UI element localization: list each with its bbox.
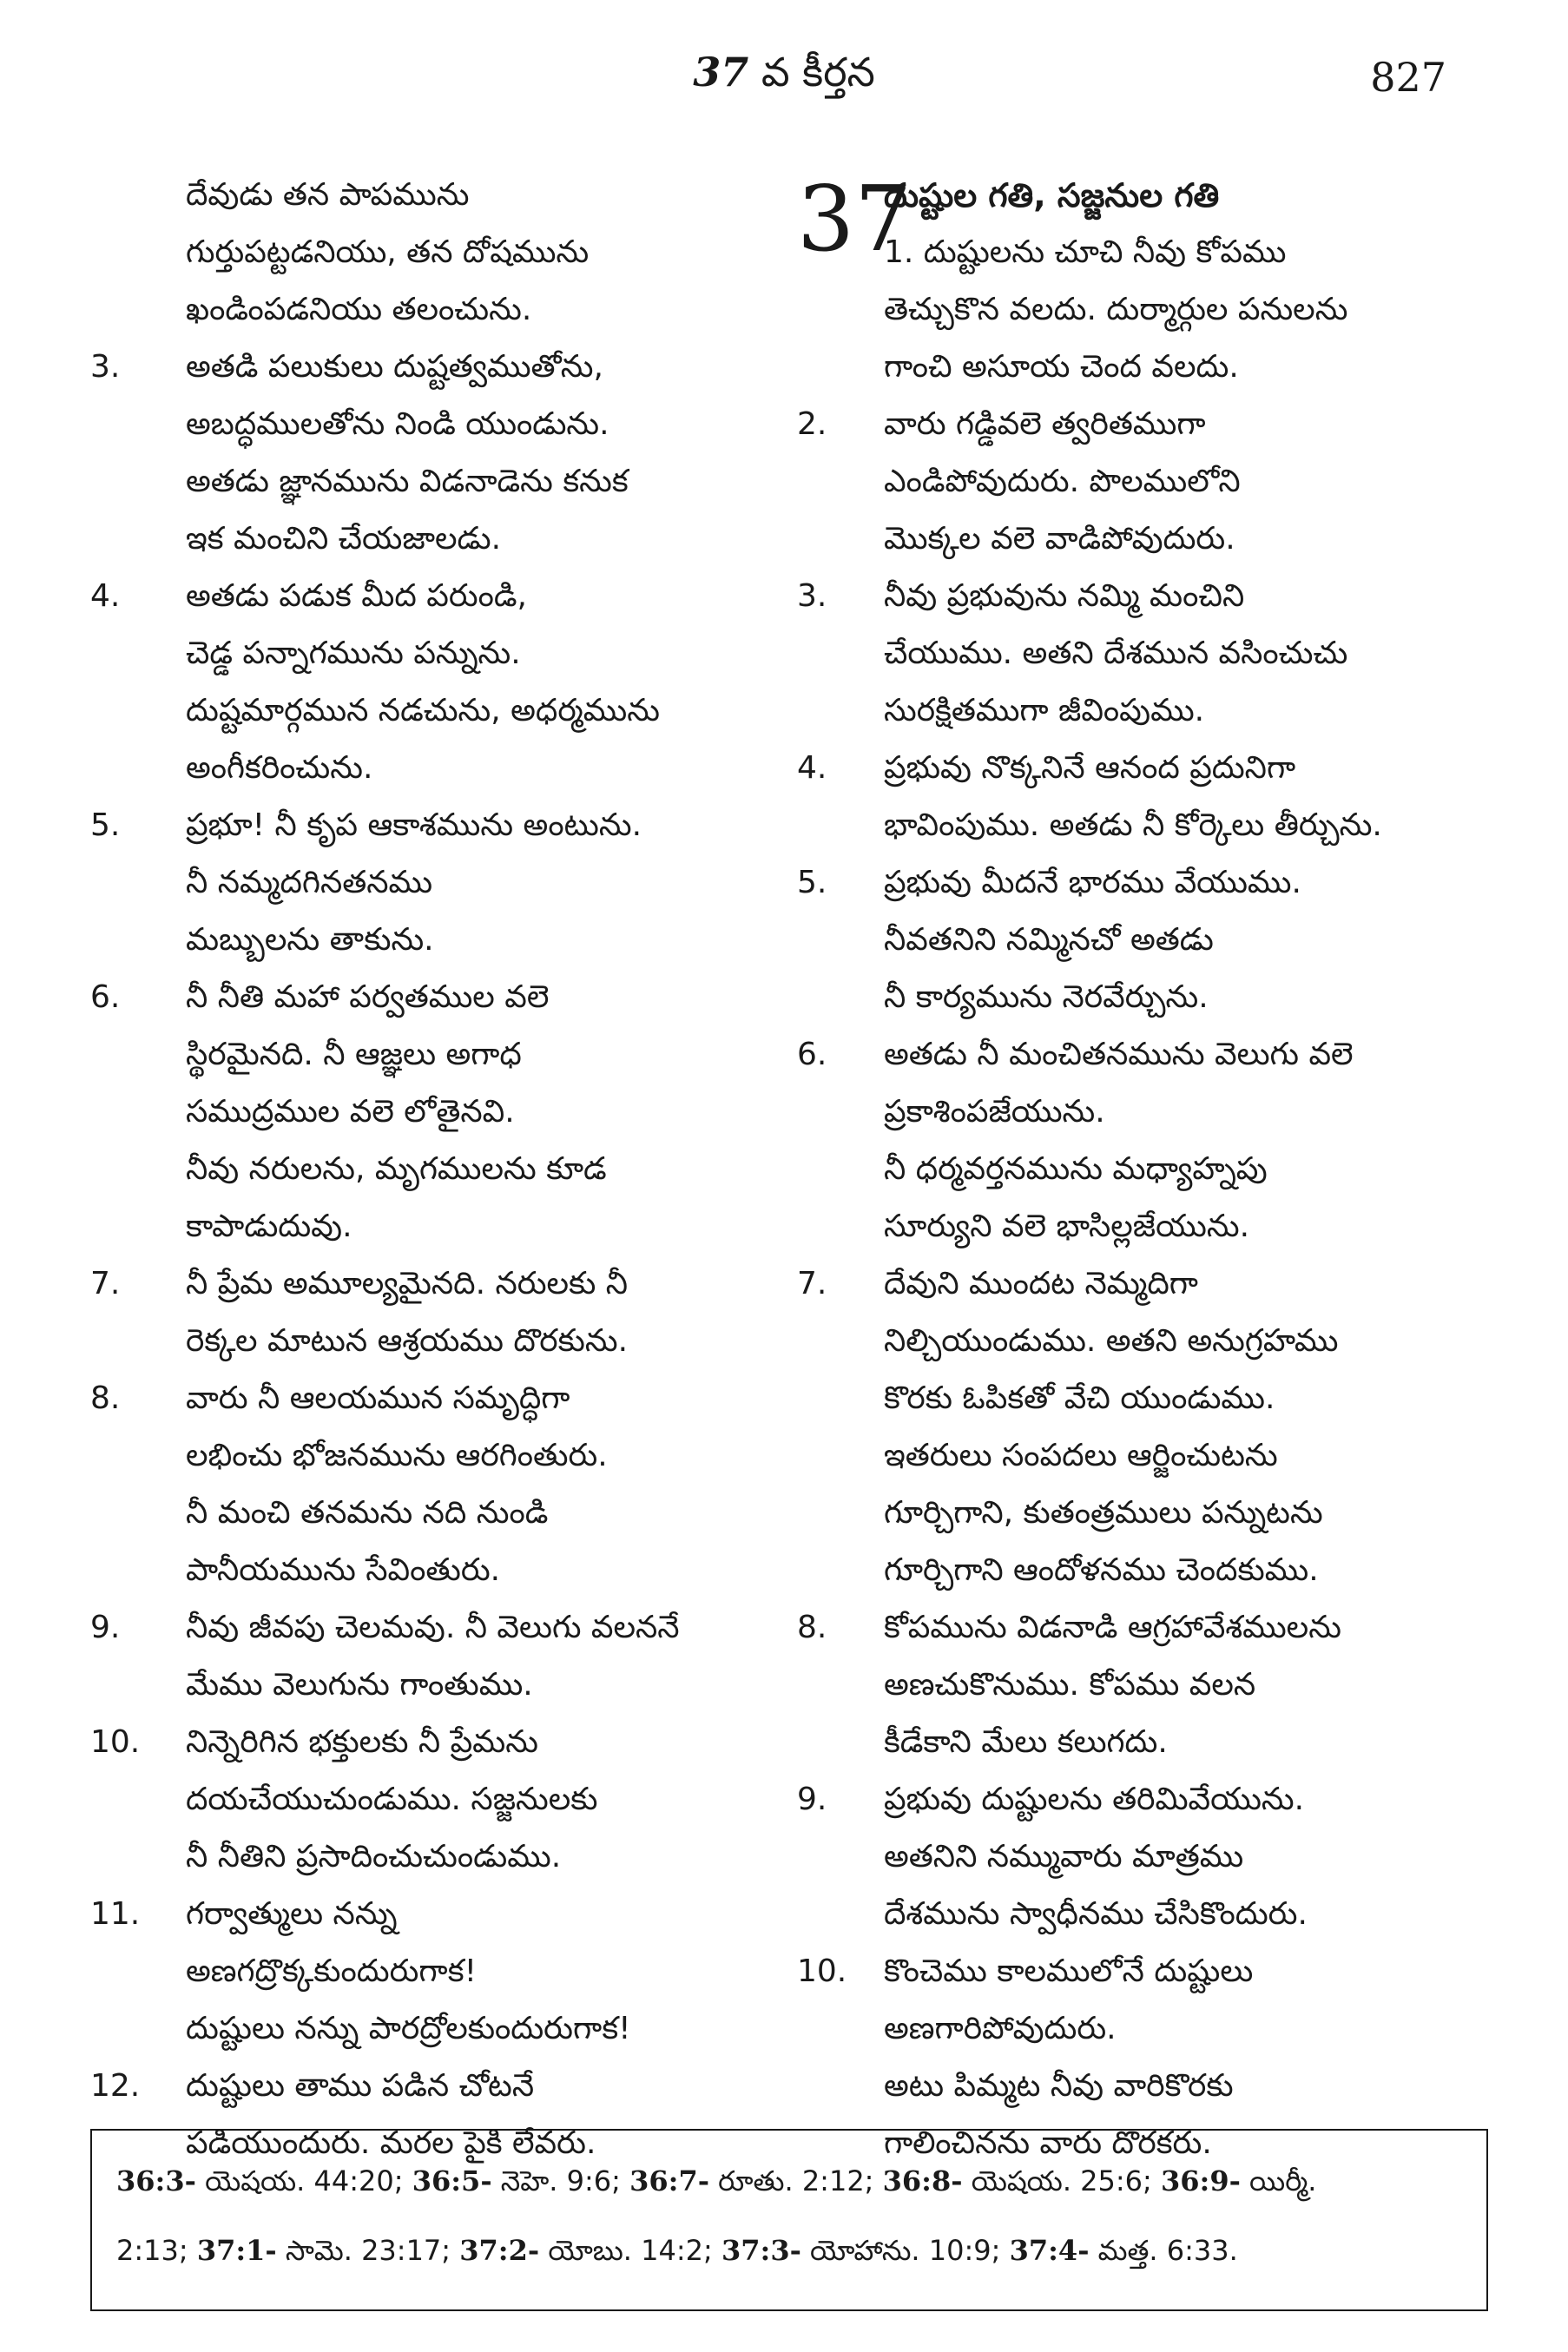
verse-line	[797, 1657, 1483, 1714]
verse-line	[797, 2058, 1483, 2115]
verse-text: చేయుము. అతని దేశమున వసించుచు	[884, 636, 1348, 671]
verse-text: 1. దుష్టులను చూచి నీవు కోపము	[884, 234, 1287, 270]
verse-text: దేశమును స్వాధీనము చేసికొందురు.	[884, 1896, 1308, 1932]
verse-text: గర్వాత్ములు నన్ను	[186, 1896, 398, 1932]
reference-label: 36:5-	[412, 2164, 492, 2197]
page-number: 827	[1370, 54, 1446, 101]
verse-text: దయచేయుచుండుము. సజ్జనులకు	[186, 1782, 598, 1817]
verse-line	[797, 1943, 1483, 2000]
verse-line	[797, 1198, 1483, 1255]
verse-text: మబ్బులను తాకును.	[186, 922, 434, 958]
verse-text: రెక్కల మాటున ఆశ్రయము దొరకును.	[186, 1323, 629, 1359]
verse-text: అతడు నీ మంచితనమును వెలుగు వలె	[884, 1037, 1354, 1072]
verse-line	[90, 1084, 750, 1141]
verse-text: కీడేకాని మేలు కలుగదు.	[884, 1724, 1168, 1760]
verse-text: అణగద్రొక్కకుందురుగాక!	[186, 1953, 478, 1989]
verse-line	[90, 339, 750, 396]
verse-text: నీ ధర్మవర్తనమును మధ్యాహ్నపు	[884, 1151, 1268, 1187]
verse-text: ప్రభువు దుష్టులను తరిమివేయును.	[884, 1782, 1305, 1817]
verse-line	[797, 912, 1483, 969]
verse-line	[797, 1255, 1483, 1313]
verse-number: 7.	[90, 1266, 121, 1301]
reference-text: రూతు. 2:12;	[708, 2164, 883, 2197]
verse-text: అణగారిపోవుదురు.	[884, 2011, 1117, 2046]
verse-line	[90, 224, 750, 281]
verse-line	[797, 511, 1483, 568]
cross-references	[90, 2129, 1488, 2311]
verse-text: ఖండింపడనియు తలంచును.	[186, 292, 532, 327]
verse-text: మేము వెలుగును గాంతుము.	[186, 1667, 533, 1703]
verse-text: నిన్నెరిగిన భక్తులకు నీ ప్రేమను	[186, 1724, 538, 1760]
verse-number: 5.	[797, 865, 827, 900]
verse-text: లభించు భోజనమును ఆరగింతురు.	[186, 1438, 608, 1473]
verse-text: నీ నమ్మదగినతనము	[186, 865, 433, 900]
verse-line	[797, 969, 1483, 1026]
verse-text: భావింపుము. అతడు నీ కోర్కెలు తీర్చును.	[884, 807, 1382, 843]
verse-line	[797, 1141, 1483, 1198]
verse-line	[797, 740, 1483, 797]
verse-text: చెడ్డ పన్నాగమును పన్నును.	[186, 636, 521, 671]
verse-line	[90, 1943, 750, 2000]
verse-line	[797, 682, 1483, 740]
verse-text: ప్రభువు మీదనే భారము వేయుము.	[884, 865, 1301, 900]
page-header	[0, 49, 1568, 118]
reference-label: 37:3-	[721, 2234, 801, 2267]
verse-text: కాపాడుదువు.	[186, 1209, 352, 1244]
verse-line	[90, 1599, 750, 1657]
verse-line	[90, 396, 750, 453]
psalm-heading	[797, 167, 1483, 224]
verse-line	[90, 2058, 750, 2115]
verse-line	[797, 2000, 1483, 2058]
reference-label: 36:7-	[629, 2164, 709, 2197]
verse-line	[90, 1828, 750, 1886]
reference-label: 37:1-	[196, 2234, 277, 2267]
verse-line	[90, 912, 750, 969]
verse-text: అతడు జ్ఞానమును విడనాడెను కనుక	[186, 464, 629, 499]
verse-line	[797, 1084, 1483, 1141]
verse-text: సూర్యుని వలె భాసిల్లజేయును.	[884, 1209, 1250, 1244]
verse-text: గూర్చిగాని ఆందోళనము చెందకుము.	[884, 1552, 1319, 1588]
verse-text: నీ నీతి మహా పర్వతముల వలె	[186, 979, 550, 1015]
verse-text: అతడి పలుకులు దుష్టత్వముతోను,	[186, 349, 603, 385]
verse-line	[90, 625, 750, 682]
reference-text: మత్త. 6:33.	[1089, 2234, 1238, 2267]
reference-text: యోబు. 14:2;	[539, 2234, 721, 2267]
verse-line	[90, 2000, 750, 2058]
verse-number: 9.	[797, 1782, 827, 1817]
verse-text: ప్రభువు నొక్కనినే ఆనంద ప్రదునిగా	[884, 750, 1296, 786]
verse-text: దేవుడు తన పాపమును	[186, 177, 470, 213]
verse-text: గాలించినను వారు దొరకరు.	[884, 2125, 1212, 2161]
verse-line	[90, 682, 750, 740]
verse-text: ప్రకాశింపజేయును.	[884, 1094, 1105, 1130]
verse-line	[90, 281, 750, 339]
verse-text: తెచ్చుకొన వలదు. దుర్మార్గుల పనులను	[884, 292, 1348, 327]
right-column	[797, 167, 1483, 2172]
verse-line	[90, 1370, 750, 1427]
verse-line	[90, 1026, 750, 1084]
verse-text: వారు గడ్డివలె త్వరితముగా	[884, 406, 1206, 442]
verse-line	[797, 453, 1483, 511]
verse-number: 3.	[90, 349, 121, 385]
verse-line	[90, 1886, 750, 1943]
verse-text: గుర్తుపట్టడనియు, తన దోషమును	[186, 234, 590, 270]
verse-number: 2.	[797, 406, 827, 442]
verse-line	[797, 1828, 1483, 1886]
verse-line	[90, 969, 750, 1026]
verse-line	[90, 511, 750, 568]
verse-text: గాంచి అసూయ చెంద వలదు.	[884, 349, 1239, 385]
page-title-text: వ కీర్తన	[761, 49, 875, 96]
left-column	[90, 167, 750, 2172]
verse-line	[90, 167, 750, 224]
verse-line	[797, 1026, 1483, 1084]
verse-text: ఇక మంచిని చేయజాలడు.	[186, 521, 502, 557]
verse-line	[797, 1599, 1483, 1657]
verse-text: దుష్టమార్గమున నడచును, అధర్మమును	[186, 693, 660, 728]
cross-references-line	[116, 2216, 1462, 2285]
verse-line	[90, 1313, 750, 1370]
verse-line	[90, 1255, 750, 1313]
verse-text: నీవతనిని నమ్మినచో అతడు	[884, 922, 1214, 958]
verse-line	[797, 396, 1483, 453]
verse-text: అంగీకరించును.	[186, 750, 373, 786]
verse-number: 9.	[90, 1610, 121, 1645]
verse-text: సముద్రముల వలె లోతైనవి.	[186, 1094, 515, 1130]
verse-number: 6.	[90, 979, 121, 1015]
verse-text: సురక్షితముగా జీవింపుము.	[884, 693, 1205, 728]
verse-line	[90, 1485, 750, 1542]
reference-text: యిర్మీ.	[1240, 2164, 1317, 2197]
verse-text: కొరకు ఓపికతో వేచి యుండుము.	[884, 1380, 1275, 1416]
verse-line	[797, 854, 1483, 912]
reference-text: సామె. 23:17;	[276, 2234, 460, 2267]
verse-number: 10.	[797, 1953, 847, 1989]
verse-line	[797, 797, 1483, 854]
reference-text: నెహె. 9:6;	[491, 2164, 630, 2197]
verse-text: కోపమును విడనాడి ఆగ్రహావేశములను	[884, 1610, 1341, 1645]
verse-number: 11.	[90, 1896, 141, 1932]
verse-text: అబద్ధములతోను నిండి యుండును.	[186, 406, 609, 442]
verse-line	[797, 1427, 1483, 1485]
verse-line	[90, 453, 750, 511]
verse-line	[797, 1771, 1483, 1828]
verse-number: 8.	[90, 1380, 121, 1416]
verse-number: 12.	[90, 2068, 141, 2104]
verse-line	[797, 224, 1483, 281]
verse-line	[90, 568, 750, 625]
verse-line	[90, 1198, 750, 1255]
verse-line	[797, 1886, 1483, 1943]
verse-text: మొక్కల వలె వాడిపోవుదురు.	[884, 521, 1235, 557]
cross-references-line	[116, 2146, 1462, 2216]
verse-text: అణచుకొనుము. కోపము వలన	[884, 1667, 1256, 1703]
verse-text: నీ ప్రేమ అమూల్యమైనది. నరులకు నీ	[186, 1266, 629, 1301]
verse-text: ప్రభూ! నీ కృప ఆకాశమును అంటును.	[186, 807, 642, 843]
psalm-heading-text: దుష్టుల గతి, సజ్జనుల గతి	[884, 176, 1220, 214]
verse-text: అతనిని నమ్మువారు మాత్రము	[884, 1839, 1244, 1874]
reference-text: యోహాను. 10:9;	[800, 2234, 1010, 2267]
verse-text: ఎండిపోవుదురు. పొలములోని	[884, 464, 1241, 499]
reference-text: యెషయ. 25:6;	[962, 2164, 1161, 2197]
verse-line	[90, 740, 750, 797]
psalm-number: 37	[797, 166, 912, 272]
verse-text: కొంచెము కాలములోనే దుష్టులు	[884, 1953, 1254, 1989]
verse-text: దుష్టులు నన్ను పారద్రోలకుందురుగాక!	[186, 2011, 631, 2046]
verse-number: 7.	[797, 1266, 827, 1301]
verse-line	[797, 1485, 1483, 1542]
verse-number: 6.	[797, 1037, 827, 1072]
reference-label: 37:4-	[1009, 2234, 1090, 2267]
verse-line	[90, 1771, 750, 1828]
verse-line	[797, 1542, 1483, 1599]
verse-number: 10.	[90, 1724, 141, 1760]
reference-text: యెషయ. 44:20;	[195, 2164, 412, 2197]
page-title	[0, 49, 1568, 106]
verse-text: గూర్చిగాని, కుతంత్రములు పన్నుటను	[884, 1495, 1323, 1531]
verse-text: అటు పిమ్మట నీవు వారికొరకు	[884, 2068, 1234, 2104]
reference-label: 36:3-	[116, 2164, 196, 2197]
verse-text: దుష్టులు తాము పడిన చోటనే	[186, 2068, 535, 2104]
verse-line	[797, 625, 1483, 682]
verse-number: 5.	[90, 807, 121, 843]
verse-text: అతడు పడుక మీద పరుండి,	[186, 578, 527, 614]
verse-line	[797, 568, 1483, 625]
verse-text: నీ కార్యమును నెరవేర్చును.	[884, 979, 1209, 1015]
verse-line	[90, 797, 750, 854]
reference-text: 2:13;	[116, 2234, 197, 2267]
verse-line	[90, 854, 750, 912]
verse-text: నీ నీతిని ప్రసాదించుచుండుము.	[186, 1839, 562, 1874]
verse-text: దేవుని ముందట నెమ్మదిగా	[884, 1266, 1198, 1301]
verse-number: 4.	[797, 750, 827, 786]
verse-text: నిల్చియుండుము. అతని అనుగ్రహము	[884, 1323, 1339, 1359]
verse-text: నీవు జీవపు చెలమవు. నీ వెలుగు వలననే	[186, 1610, 680, 1645]
reference-label: 37:2-	[459, 2234, 540, 2267]
verse-line	[797, 1370, 1483, 1427]
verse-line	[797, 1714, 1483, 1771]
verse-line	[90, 1141, 750, 1198]
verse-text: స్థిరమైనది. నీ ఆజ్ఞలు అగాధ	[186, 1037, 522, 1072]
verse-text: పడియుందురు. మరల పైకి లేవరు.	[186, 2125, 596, 2161]
verse-text: నీవు ప్రభువును నమ్మి మంచిని	[884, 578, 1245, 614]
verse-line	[797, 339, 1483, 396]
verse-number: 8.	[797, 1610, 827, 1645]
reference-label: 36:9-	[1160, 2164, 1241, 2197]
verse-line	[90, 1714, 750, 1771]
verse-text: ఇతరులు సంపదలు ఆర్జించుటను	[884, 1438, 1278, 1473]
page-title-number: 37	[693, 49, 749, 96]
verse-line	[90, 1542, 750, 1599]
verse-text: పానీయమును సేవింతురు.	[186, 1552, 501, 1588]
verse-number: 3.	[797, 578, 827, 614]
verse-number: 4.	[90, 578, 121, 614]
verse-line	[90, 1427, 750, 1485]
verse-line	[90, 1657, 750, 1714]
verse-text: నీవు నరులను, మృగములను కూడ	[186, 1151, 607, 1187]
reference-label: 36:8-	[882, 2164, 963, 2197]
verse-line	[797, 281, 1483, 339]
verse-text: వారు నీ ఆలయమున సమృద్ధిగా	[186, 1380, 570, 1416]
verse-text: నీ మంచి తనమను నది నుండి	[186, 1495, 549, 1531]
verse-line	[797, 1313, 1483, 1370]
